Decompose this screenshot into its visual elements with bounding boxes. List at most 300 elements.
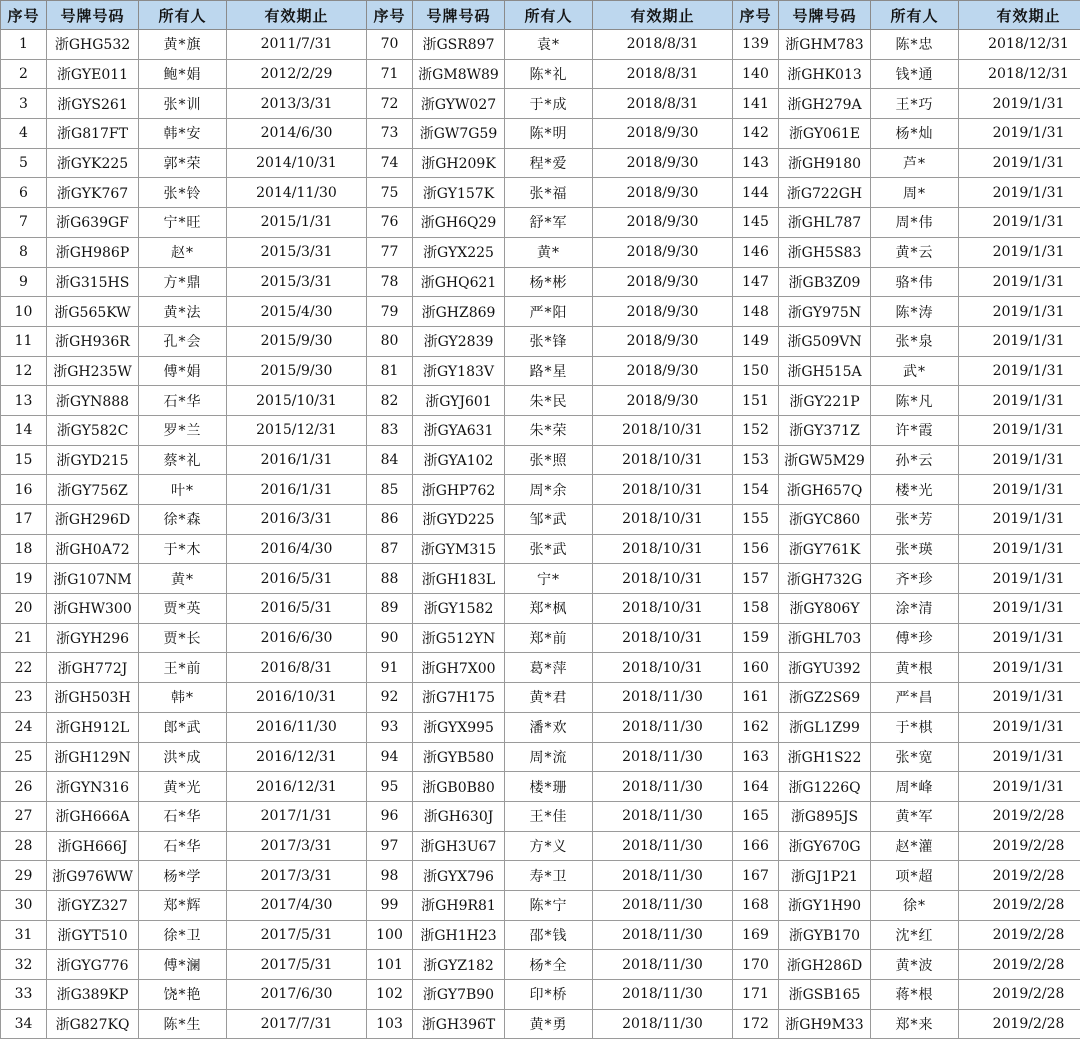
plate-cell: 浙GYB580 <box>413 742 505 772</box>
serial-cell: 169 <box>733 920 779 950</box>
table-row <box>1 683 1080 713</box>
plate-cell: 浙GL1Z99 <box>779 712 871 742</box>
plate-cell: 浙GH986P <box>47 237 139 267</box>
plate-cell: 浙GYU392 <box>779 653 871 683</box>
expiry-cell: 2019/2/28 <box>959 831 1080 861</box>
serial-cell: 32 <box>1 950 47 980</box>
serial-cell: 79 <box>367 297 413 327</box>
expiry-cell: 2018/10/31 <box>593 415 733 445</box>
plate-cell: 浙GH1S22 <box>779 742 871 772</box>
expiry-cell: 2019/2/28 <box>959 950 1080 980</box>
expiry-cell: 2017/1/31 <box>227 801 367 831</box>
plate-cell: 浙GHL787 <box>779 208 871 238</box>
owner-cell: 黄*光 <box>139 772 227 802</box>
serial-cell: 96 <box>367 801 413 831</box>
plate-cell: 浙GYK767 <box>47 178 139 208</box>
owner-cell: 袁* <box>505 30 593 60</box>
owner-cell: 郑*辉 <box>139 890 227 920</box>
table-row <box>1 89 1080 119</box>
expiry-cell: 2018/9/30 <box>593 148 733 178</box>
serial-cell: 145 <box>733 208 779 238</box>
header-row <box>1 1 1080 30</box>
expiry-cell: 2015/3/31 <box>227 237 367 267</box>
serial-cell: 14 <box>1 415 47 445</box>
serial-cell: 7 <box>1 208 47 238</box>
owner-cell: 黄*勇 <box>505 1009 593 1039</box>
serial-cell: 22 <box>1 653 47 683</box>
expiry-cell: 2018/8/31 <box>593 30 733 60</box>
expiry-cell: 2013/3/31 <box>227 89 367 119</box>
expiry-cell: 2018/9/30 <box>593 356 733 386</box>
plate-cell: 浙G315HS <box>47 267 139 297</box>
plate-cell: 浙GYE011 <box>47 59 139 89</box>
serial-cell: 77 <box>367 237 413 267</box>
serial-cell: 19 <box>1 564 47 594</box>
expiry-cell: 2019/1/31 <box>959 445 1080 475</box>
owner-cell: 严*昌 <box>871 683 959 713</box>
owner-cell: 洪*成 <box>139 742 227 772</box>
plate-cell: 浙GY183V <box>413 356 505 386</box>
plate-cell: 浙GH666A <box>47 801 139 831</box>
serial-cell: 86 <box>367 505 413 535</box>
expiry-cell: 2018/11/30 <box>593 861 733 891</box>
owner-cell: 郑*来 <box>871 1009 959 1039</box>
owner-cell: 朱*荣 <box>505 415 593 445</box>
expiry-cell: 2018/9/30 <box>593 237 733 267</box>
plate-cell: 浙GH6Q29 <box>413 208 505 238</box>
expiry-cell: 2018/11/30 <box>593 1009 733 1039</box>
expiry-cell: 2014/10/31 <box>227 148 367 178</box>
owner-cell: 张*瑛 <box>871 534 959 564</box>
expiry-cell: 2019/1/31 <box>959 208 1080 238</box>
serial-cell: 15 <box>1 445 47 475</box>
table-row <box>1 208 1080 238</box>
owner-cell: 黄*君 <box>505 683 593 713</box>
expiry-cell: 2011/7/31 <box>227 30 367 60</box>
serial-cell: 156 <box>733 534 779 564</box>
plate-cell: 浙GYD215 <box>47 445 139 475</box>
plate-cell: 浙GHG532 <box>47 30 139 60</box>
header-plate: 号牌号码 <box>413 1 505 30</box>
plate-cell: 浙GY582C <box>47 415 139 445</box>
expiry-cell: 2018/10/31 <box>593 445 733 475</box>
header-expiry: 有效期止 <box>227 1 367 30</box>
serial-cell: 80 <box>367 326 413 356</box>
serial-cell: 170 <box>733 950 779 980</box>
table-row <box>1 653 1080 683</box>
serial-cell: 25 <box>1 742 47 772</box>
owner-cell: 鲍*娟 <box>139 59 227 89</box>
expiry-cell: 2019/1/31 <box>959 564 1080 594</box>
plate-cell: 浙GY061E <box>779 119 871 149</box>
serial-cell: 148 <box>733 297 779 327</box>
table-row <box>1 237 1080 267</box>
header-owner: 所有人 <box>505 1 593 30</box>
plate-cell: 浙GYN316 <box>47 772 139 802</box>
plate-cell: 浙GH9M33 <box>779 1009 871 1039</box>
serial-cell: 74 <box>367 148 413 178</box>
table-row <box>1 564 1080 594</box>
owner-cell: 张*武 <box>505 534 593 564</box>
expiry-cell: 2018/11/30 <box>593 801 733 831</box>
owner-cell: 杨*全 <box>505 950 593 980</box>
owner-cell: 黄*法 <box>139 297 227 327</box>
serial-cell: 140 <box>733 59 779 89</box>
expiry-cell: 2019/1/31 <box>959 267 1080 297</box>
owner-cell: 陈*明 <box>505 119 593 149</box>
plate-cell: 浙GHM783 <box>779 30 871 60</box>
plate-cell: 浙G7H175 <box>413 683 505 713</box>
plate-cell: 浙GYA102 <box>413 445 505 475</box>
serial-cell: 151 <box>733 386 779 416</box>
owner-cell: 赵*灌 <box>871 831 959 861</box>
owner-cell: 骆*伟 <box>871 267 959 297</box>
plate-cell: 浙G389KP <box>47 980 139 1010</box>
owner-cell: 潘*欢 <box>505 712 593 742</box>
plate-cell: 浙GH0A72 <box>47 534 139 564</box>
plate-cell: 浙G565KW <box>47 297 139 327</box>
owner-cell: 张*泉 <box>871 326 959 356</box>
expiry-cell: 2019/1/31 <box>959 237 1080 267</box>
serial-cell: 159 <box>733 623 779 653</box>
owner-cell: 郑*枫 <box>505 594 593 624</box>
table-row <box>1 386 1080 416</box>
plate-cell: 浙GH1H23 <box>413 920 505 950</box>
plate-cell: 浙GH503H <box>47 683 139 713</box>
expiry-cell: 2018/9/30 <box>593 178 733 208</box>
owner-cell: 陈*凡 <box>871 386 959 416</box>
plate-cell: 浙GY2839 <box>413 326 505 356</box>
serial-cell: 6 <box>1 178 47 208</box>
serial-cell: 82 <box>367 386 413 416</box>
table-row <box>1 475 1080 505</box>
plate-cell: 浙G509VN <box>779 326 871 356</box>
table-row <box>1 178 1080 208</box>
owner-cell: 宁*旺 <box>139 208 227 238</box>
serial-cell: 26 <box>1 772 47 802</box>
expiry-cell: 2018/10/31 <box>593 534 733 564</box>
serial-cell: 16 <box>1 475 47 505</box>
expiry-cell: 2018/9/30 <box>593 119 733 149</box>
serial-cell: 100 <box>367 920 413 950</box>
plate-cell: 浙GH666J <box>47 831 139 861</box>
owner-cell: 傅*娟 <box>139 356 227 386</box>
plate-cell: 浙GH515A <box>779 356 871 386</box>
serial-cell: 103 <box>367 1009 413 1039</box>
table-row <box>1 59 1080 89</box>
serial-cell: 89 <box>367 594 413 624</box>
owner-cell: 饶*艳 <box>139 980 227 1010</box>
plate-cell: 浙GH657Q <box>779 475 871 505</box>
serial-cell: 83 <box>367 415 413 445</box>
header-serial: 序号 <box>733 1 779 30</box>
header-serial: 序号 <box>1 1 47 30</box>
expiry-cell: 2019/1/31 <box>959 534 1080 564</box>
expiry-cell: 2019/1/31 <box>959 386 1080 416</box>
table-row <box>1 920 1080 950</box>
serial-cell: 30 <box>1 890 47 920</box>
expiry-cell: 2018/11/30 <box>593 890 733 920</box>
owner-cell: 周*伟 <box>871 208 959 238</box>
serial-cell: 5 <box>1 148 47 178</box>
serial-cell: 154 <box>733 475 779 505</box>
owner-cell: 韩* <box>139 683 227 713</box>
owner-cell: 印*桥 <box>505 980 593 1010</box>
expiry-cell: 2018/9/30 <box>593 326 733 356</box>
serial-cell: 97 <box>367 831 413 861</box>
plate-cell: 浙GYX796 <box>413 861 505 891</box>
owner-cell: 郑*前 <box>505 623 593 653</box>
owner-cell: 武* <box>871 356 959 386</box>
owner-cell: 王*佳 <box>505 801 593 831</box>
table-body <box>1 30 1080 1039</box>
table-row <box>1 267 1080 297</box>
header-owner: 所有人 <box>139 1 227 30</box>
expiry-cell: 2012/2/29 <box>227 59 367 89</box>
owner-cell: 杨*灿 <box>871 119 959 149</box>
table-row <box>1 623 1080 653</box>
owner-cell: 郭*荣 <box>139 148 227 178</box>
owner-cell: 邵*钱 <box>505 920 593 950</box>
owner-cell: 蔡*礼 <box>139 445 227 475</box>
plate-cell: 浙GSB165 <box>779 980 871 1010</box>
table-row <box>1 712 1080 742</box>
plate-cell: 浙GY1582 <box>413 594 505 624</box>
owner-cell: 许*霞 <box>871 415 959 445</box>
table-row <box>1 594 1080 624</box>
plate-cell: 浙G817FT <box>47 119 139 149</box>
table-row <box>1 30 1080 60</box>
serial-cell: 13 <box>1 386 47 416</box>
serial-cell: 161 <box>733 683 779 713</box>
serial-cell: 8 <box>1 237 47 267</box>
plate-cell: 浙GY221P <box>779 386 871 416</box>
expiry-cell: 2014/6/30 <box>227 119 367 149</box>
table-row <box>1 772 1080 802</box>
table-row <box>1 297 1080 327</box>
expiry-cell: 2017/5/31 <box>227 950 367 980</box>
expiry-cell: 2018/8/31 <box>593 89 733 119</box>
expiry-cell: 2016/4/30 <box>227 534 367 564</box>
plate-cell: 浙GH296D <box>47 505 139 535</box>
owner-cell: 舒*军 <box>505 208 593 238</box>
plate-cell: 浙GH732G <box>779 564 871 594</box>
serial-cell: 87 <box>367 534 413 564</box>
expiry-cell: 2014/11/30 <box>227 178 367 208</box>
expiry-cell: 2018/10/31 <box>593 623 733 653</box>
serial-cell: 71 <box>367 59 413 89</box>
expiry-cell: 2019/2/28 <box>959 861 1080 891</box>
serial-cell: 85 <box>367 475 413 505</box>
plate-cell: 浙GYK225 <box>47 148 139 178</box>
plate-cell: 浙GYX995 <box>413 712 505 742</box>
plate-cell: 浙GYS261 <box>47 89 139 119</box>
plate-cell: 浙GY670G <box>779 831 871 861</box>
owner-cell: 陈*礼 <box>505 59 593 89</box>
serial-cell: 157 <box>733 564 779 594</box>
serial-cell: 10 <box>1 297 47 327</box>
expiry-cell: 2019/1/31 <box>959 326 1080 356</box>
serial-cell: 150 <box>733 356 779 386</box>
serial-cell: 172 <box>733 1009 779 1039</box>
expiry-cell: 2019/1/31 <box>959 356 1080 386</box>
serial-cell: 171 <box>733 980 779 1010</box>
owner-cell: 张*锋 <box>505 326 593 356</box>
owner-cell: 黄* <box>505 237 593 267</box>
expiry-cell: 2015/12/31 <box>227 415 367 445</box>
serial-cell: 147 <box>733 267 779 297</box>
plate-cell: 浙GH129N <box>47 742 139 772</box>
owner-cell: 张*铃 <box>139 178 227 208</box>
owner-cell: 赵* <box>139 237 227 267</box>
plate-cell: 浙GYN888 <box>47 386 139 416</box>
serial-cell: 144 <box>733 178 779 208</box>
serial-cell: 91 <box>367 653 413 683</box>
expiry-cell: 2019/2/28 <box>959 1009 1080 1039</box>
serial-cell: 139 <box>733 30 779 60</box>
plate-cell: 浙GY1H90 <box>779 890 871 920</box>
plate-cell: 浙G1226Q <box>779 772 871 802</box>
owner-cell: 石*华 <box>139 386 227 416</box>
plate-cell: 浙GW7G59 <box>413 119 505 149</box>
serial-cell: 152 <box>733 415 779 445</box>
owner-cell: 张*宽 <box>871 742 959 772</box>
serial-cell: 90 <box>367 623 413 653</box>
owner-cell: 罗*兰 <box>139 415 227 445</box>
header-plate: 号牌号码 <box>47 1 139 30</box>
plate-cell: 浙GB3Z09 <box>779 267 871 297</box>
plate-cell: 浙G639GF <box>47 208 139 238</box>
serial-cell: 27 <box>1 801 47 831</box>
serial-cell: 76 <box>367 208 413 238</box>
plate-cell: 浙GB0B80 <box>413 772 505 802</box>
serial-cell: 12 <box>1 356 47 386</box>
owner-cell: 王*前 <box>139 653 227 683</box>
expiry-cell: 2016/1/31 <box>227 475 367 505</box>
owner-cell: 陈*生 <box>139 1009 227 1039</box>
owner-cell: 杨*学 <box>139 861 227 891</box>
expiry-cell: 2018/10/31 <box>593 653 733 683</box>
plate-cell: 浙GY761K <box>779 534 871 564</box>
owner-cell: 王*巧 <box>871 89 959 119</box>
serial-cell: 9 <box>1 267 47 297</box>
plate-cell: 浙GYH296 <box>47 623 139 653</box>
owner-cell: 程*爱 <box>505 148 593 178</box>
table-row <box>1 148 1080 178</box>
serial-cell: 101 <box>367 950 413 980</box>
expiry-cell: 2018/11/30 <box>593 683 733 713</box>
plate-cell: 浙G107NM <box>47 564 139 594</box>
header-expiry: 有效期止 <box>959 1 1080 30</box>
plate-cell: 浙GY7B90 <box>413 980 505 1010</box>
owner-cell: 楼*光 <box>871 475 959 505</box>
table-row <box>1 890 1080 920</box>
expiry-cell: 2018/12/31 <box>959 30 1080 60</box>
owner-cell: 涂*清 <box>871 594 959 624</box>
expiry-cell: 2019/2/28 <box>959 920 1080 950</box>
serial-cell: 155 <box>733 505 779 535</box>
plate-cell: 浙GZ2S69 <box>779 683 871 713</box>
owner-cell: 周*余 <box>505 475 593 505</box>
plate-cell: 浙GYB170 <box>779 920 871 950</box>
expiry-cell: 2019/2/28 <box>959 980 1080 1010</box>
plate-cell: 浙GH9R81 <box>413 890 505 920</box>
expiry-cell: 2018/9/30 <box>593 386 733 416</box>
expiry-cell: 2016/10/31 <box>227 683 367 713</box>
expiry-cell: 2018/11/30 <box>593 712 733 742</box>
plate-cell: 浙G722GH <box>779 178 871 208</box>
owner-cell: 项*超 <box>871 861 959 891</box>
serial-cell: 146 <box>733 237 779 267</box>
plate-cell: 浙GW5M29 <box>779 445 871 475</box>
table-row <box>1 119 1080 149</box>
plate-cell: 浙GM8W89 <box>413 59 505 89</box>
table-row <box>1 445 1080 475</box>
table-row <box>1 326 1080 356</box>
serial-cell: 102 <box>367 980 413 1010</box>
expiry-cell: 2019/1/31 <box>959 653 1080 683</box>
owner-cell: 黄* <box>139 564 227 594</box>
serial-cell: 11 <box>1 326 47 356</box>
table-row <box>1 980 1080 1010</box>
serial-cell: 70 <box>367 30 413 60</box>
expiry-cell: 2017/3/31 <box>227 861 367 891</box>
serial-cell: 17 <box>1 505 47 535</box>
serial-cell: 3 <box>1 89 47 119</box>
header-expiry: 有效期止 <box>593 1 733 30</box>
owner-cell: 宁* <box>505 564 593 594</box>
plate-cell: 浙GHQ621 <box>413 267 505 297</box>
serial-cell: 78 <box>367 267 413 297</box>
expiry-cell: 2019/1/31 <box>959 148 1080 178</box>
expiry-cell: 2019/2/28 <box>959 890 1080 920</box>
serial-cell: 1 <box>1 30 47 60</box>
plate-cell: 浙GH630J <box>413 801 505 831</box>
expiry-cell: 2015/4/30 <box>227 297 367 327</box>
expiry-cell: 2016/6/30 <box>227 623 367 653</box>
expiry-cell: 2019/1/31 <box>959 475 1080 505</box>
owner-cell: 黄*波 <box>871 950 959 980</box>
owner-cell: 寿*卫 <box>505 861 593 891</box>
expiry-cell: 2015/9/30 <box>227 356 367 386</box>
serial-cell: 94 <box>367 742 413 772</box>
expiry-cell: 2015/3/31 <box>227 267 367 297</box>
plate-cell: 浙GH912L <box>47 712 139 742</box>
serial-cell: 75 <box>367 178 413 208</box>
serial-cell: 153 <box>733 445 779 475</box>
owner-cell: 陈*忠 <box>871 30 959 60</box>
plate-cell: 浙GY157K <box>413 178 505 208</box>
expiry-cell: 2019/1/31 <box>959 742 1080 772</box>
owner-cell: 沈*红 <box>871 920 959 950</box>
serial-cell: 149 <box>733 326 779 356</box>
expiry-cell: 2019/1/31 <box>959 297 1080 327</box>
owner-cell: 徐*森 <box>139 505 227 535</box>
plate-cell: 浙GYA631 <box>413 415 505 445</box>
serial-cell: 160 <box>733 653 779 683</box>
serial-cell: 31 <box>1 920 47 950</box>
owner-cell: 贾*长 <box>139 623 227 653</box>
owner-cell: 傅*澜 <box>139 950 227 980</box>
owner-cell: 徐* <box>871 890 959 920</box>
serial-cell: 72 <box>367 89 413 119</box>
serial-cell: 158 <box>733 594 779 624</box>
plate-cell: 浙GH279A <box>779 89 871 119</box>
expiry-cell: 2019/1/31 <box>959 623 1080 653</box>
serial-cell: 81 <box>367 356 413 386</box>
owner-cell: 孔*会 <box>139 326 227 356</box>
owner-cell: 孙*云 <box>871 445 959 475</box>
